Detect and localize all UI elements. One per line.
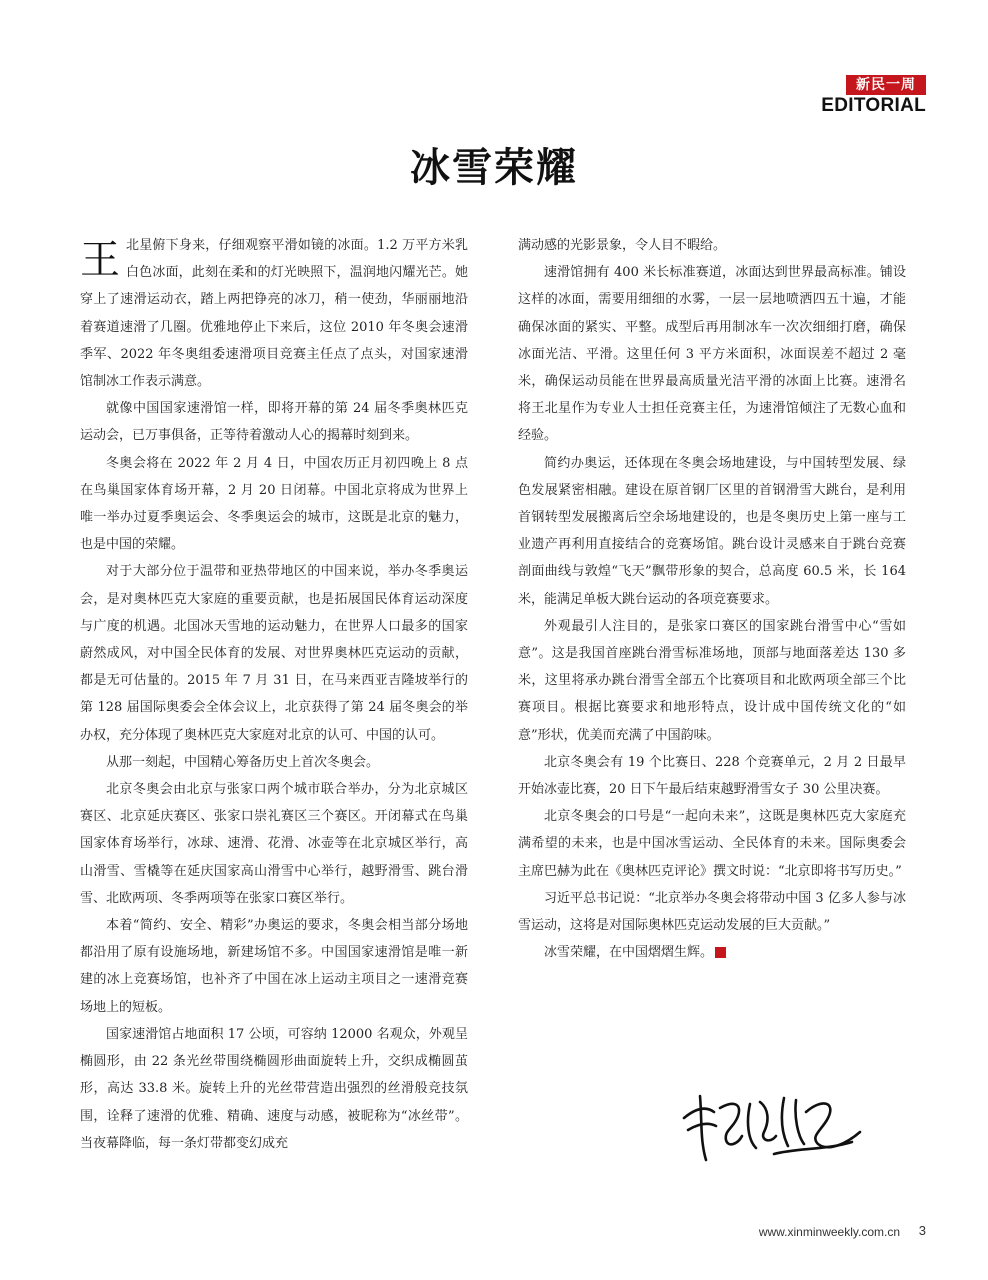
paragraph-1-text: 北星俯下身来，仔细观察平滑如镜的冰面。1.2 万平方米乳白色冰面，此刻在柔和的灯光映照下，温润地闪耀光芒。她穿上了速滑运动衣，踏上两把铮亮的冰刀，稍一使劲，华丽丽地沿着赛道速滑了几圈。优雅地停止下来后，这位 2010 年冬奥会速滑季军、2022 年冬奥组委速滑项目竞赛主任点了点头，对国家速滑馆制冰工作表示满意。 — [80, 238, 468, 390]
closing-text: 冰雪荣耀，在中国熠熠生辉。 — [544, 945, 714, 961]
paragraph: 本着“简约、安全、精彩”办奥运的要求，冬奥会相当部分场地都沿用了原有设施场地，新建场馆不多。中国国家速滑馆是唯一新建的冰上竞赛场馆，也补齐了中国在冰上运动主项目之一速滑竞赛场地上的短板。 — [80, 918, 468, 1015]
paragraph: 冬奥会将在 2022 年 2 月 4 日，中国农历正月初四晚上 8 点在鸟巢国家体育场开幕，2 月 20 日闭幕。中国北京将成为世界上唯一举办过夏季奥运会、冬季奥运会的城市，这既是北京的魅力，也是中国的荣耀。 — [80, 455, 468, 553]
paragraph: 北京冬奥会有 19 个比赛日、228 个竞赛单元，2 月 2 日最早开始冰壶比赛，20 日下午最后结束越野滑雪女子 30 公里决赛。 — [518, 754, 906, 798]
article-column-right — [518, 232, 906, 966]
paragraph-1 — [80, 232, 468, 395]
paragraph: 简约办奥运，还体现在冬奥会场地建设，与中国转型发展、绿色发展紧密相融。建设在原首钢厂区里的首钢滑雪大跳台，是利用首钢转型发展搬离后空余场地建设的，也是冬奥历史上第一座与工业遗产再利用直接结合的竞赛场馆。跳台设计灵感来自于跳台竞赛剖面曲线与敦煌“飞天”飘带形象的契合，总高度 60.5 米，长 164 米，能满足单板大跳台运动的各项竞赛要求。 — [518, 455, 906, 607]
paragraph: 速滑馆拥有 400 米长标准赛道，冰面达到世界最高标准。铺设这样的冰面，需要用细细的水雾，一层一层地喷洒四五十遍，才能确保冰面的紧实、平整。成型后再用制冰车一次次细细打磨，确保冰面光洁、平滑。这里任何 3 平方米面积，冰面误差不超过 2 毫米，确保运动员能在世界最高质量光洁平滑的冰面上比赛。速滑名将王北星作为专业人士担任竞赛主任，为速滑馆倾注了无数心血和经验。 — [518, 265, 906, 444]
paragraph: 满动感的光影景象，令人目不暇给。 — [518, 238, 727, 253]
section-label: EDITORIAL — [821, 95, 926, 116]
paragraph: 就像中国国家速滑馆一样，即将开幕的第 24 届冬季奥林匹克运动会，已万事俱备，正等待着激动人心的揭幕时刻到来。 — [80, 401, 468, 444]
brand-chinese-label: 新民一周 — [846, 75, 926, 95]
signature-icon — [676, 1078, 866, 1168]
paragraph: 外观最引人注目的，是张家口赛区的国家跳台滑雪中心“雪如意”。这是我国首座跳台滑雪标准场地，顶部与地面落差达 130 多米，这里将承办跳台滑雪全部五个比赛项目和北欧两项全部三个比赛项目。根据比赛要求和地形特点，设计成中国传统文化的“如意”形状，优美而充满了中国韵味。 — [518, 618, 906, 743]
paragraph: 习近平总书记说：“北京举办冬奥会将带动中国 3 亿多人参与冰雪运动，这将是对国际奥林匹克运动发展的巨大贡献。” — [518, 890, 906, 934]
paragraph: 北京冬奥会由北京与张家口两个城市联合举办，分为北京城区赛区、北京延庆赛区、张家口崇礼赛区三个赛区。开闭幕式在鸟巢国家体育场举行，冰球、速滑、花滑、冰壶等在北京城区举行，高山滑雪、雪橇等在延庆国家高山滑雪中心举行，越野滑雪、跳台滑雪、北欧两项、冬季两项等在张家口赛区举行。 — [80, 782, 468, 906]
masthead-brand — [821, 74, 926, 117]
page-number: 3 — [918, 1223, 926, 1238]
drop-cap: 王 — [80, 237, 120, 283]
closing-paragraph — [518, 939, 906, 966]
article-column-left — [80, 232, 468, 1157]
paragraph: 从那一刻起，中国精心筹备历史上首次冬奥会。 — [106, 754, 380, 770]
paragraph: 对于大部分位于温带和亚热带地区的中国来说，举办冬季奥运会，是对奥林匹克大家庭的重要贡献，也是拓展国民体育运动深度与广度的机遇。北国冰天雪地的运动魅力，在世界人口最多的国家蔚然成风，对中国全民体育的发展、对世界奥林匹克运动的贡献，都是无可估量的。2015 年 7 月 31 日，在马来西亚吉隆坡举行的第 128 届国际奥委会全体会议上，北京获得了第 24 届冬奥会的举办权，充分体现了奥林匹克大家庭对北京的认可、中国的认可。 — [80, 564, 468, 743]
article-title: 冰雪荣耀 — [410, 145, 578, 191]
end-mark-icon: 民 — [715, 947, 726, 958]
paragraph: 国家速滑馆占地面积 17 公顷，可容纳 12000 名观众，外观呈椭圆形，由 22 条光丝带围绕椭圆形曲面旋转上升，交织成椭圆茧形，高达 33.8 米。旋转上升的光丝带营造出强烈的丝滑般竞技氛围，诠释了速滑的优雅、精确、速度与动感，被昵称为“冰丝带”。当夜幕降临，每一条灯带都变幻成充 — [80, 1026, 468, 1151]
paragraph: 北京冬奥会的口号是“一起向未来”，这既是奥林匹克大家庭充满希望的未来，也是中国冰雪运动、全民体育的未来。国际奥委会主席巴赫为此在《奥林匹克评论》撰文时说：“北京即将书写历史。” — [518, 809, 906, 879]
footer-website: www.xinminweekly.com.cn — [758, 1225, 900, 1239]
